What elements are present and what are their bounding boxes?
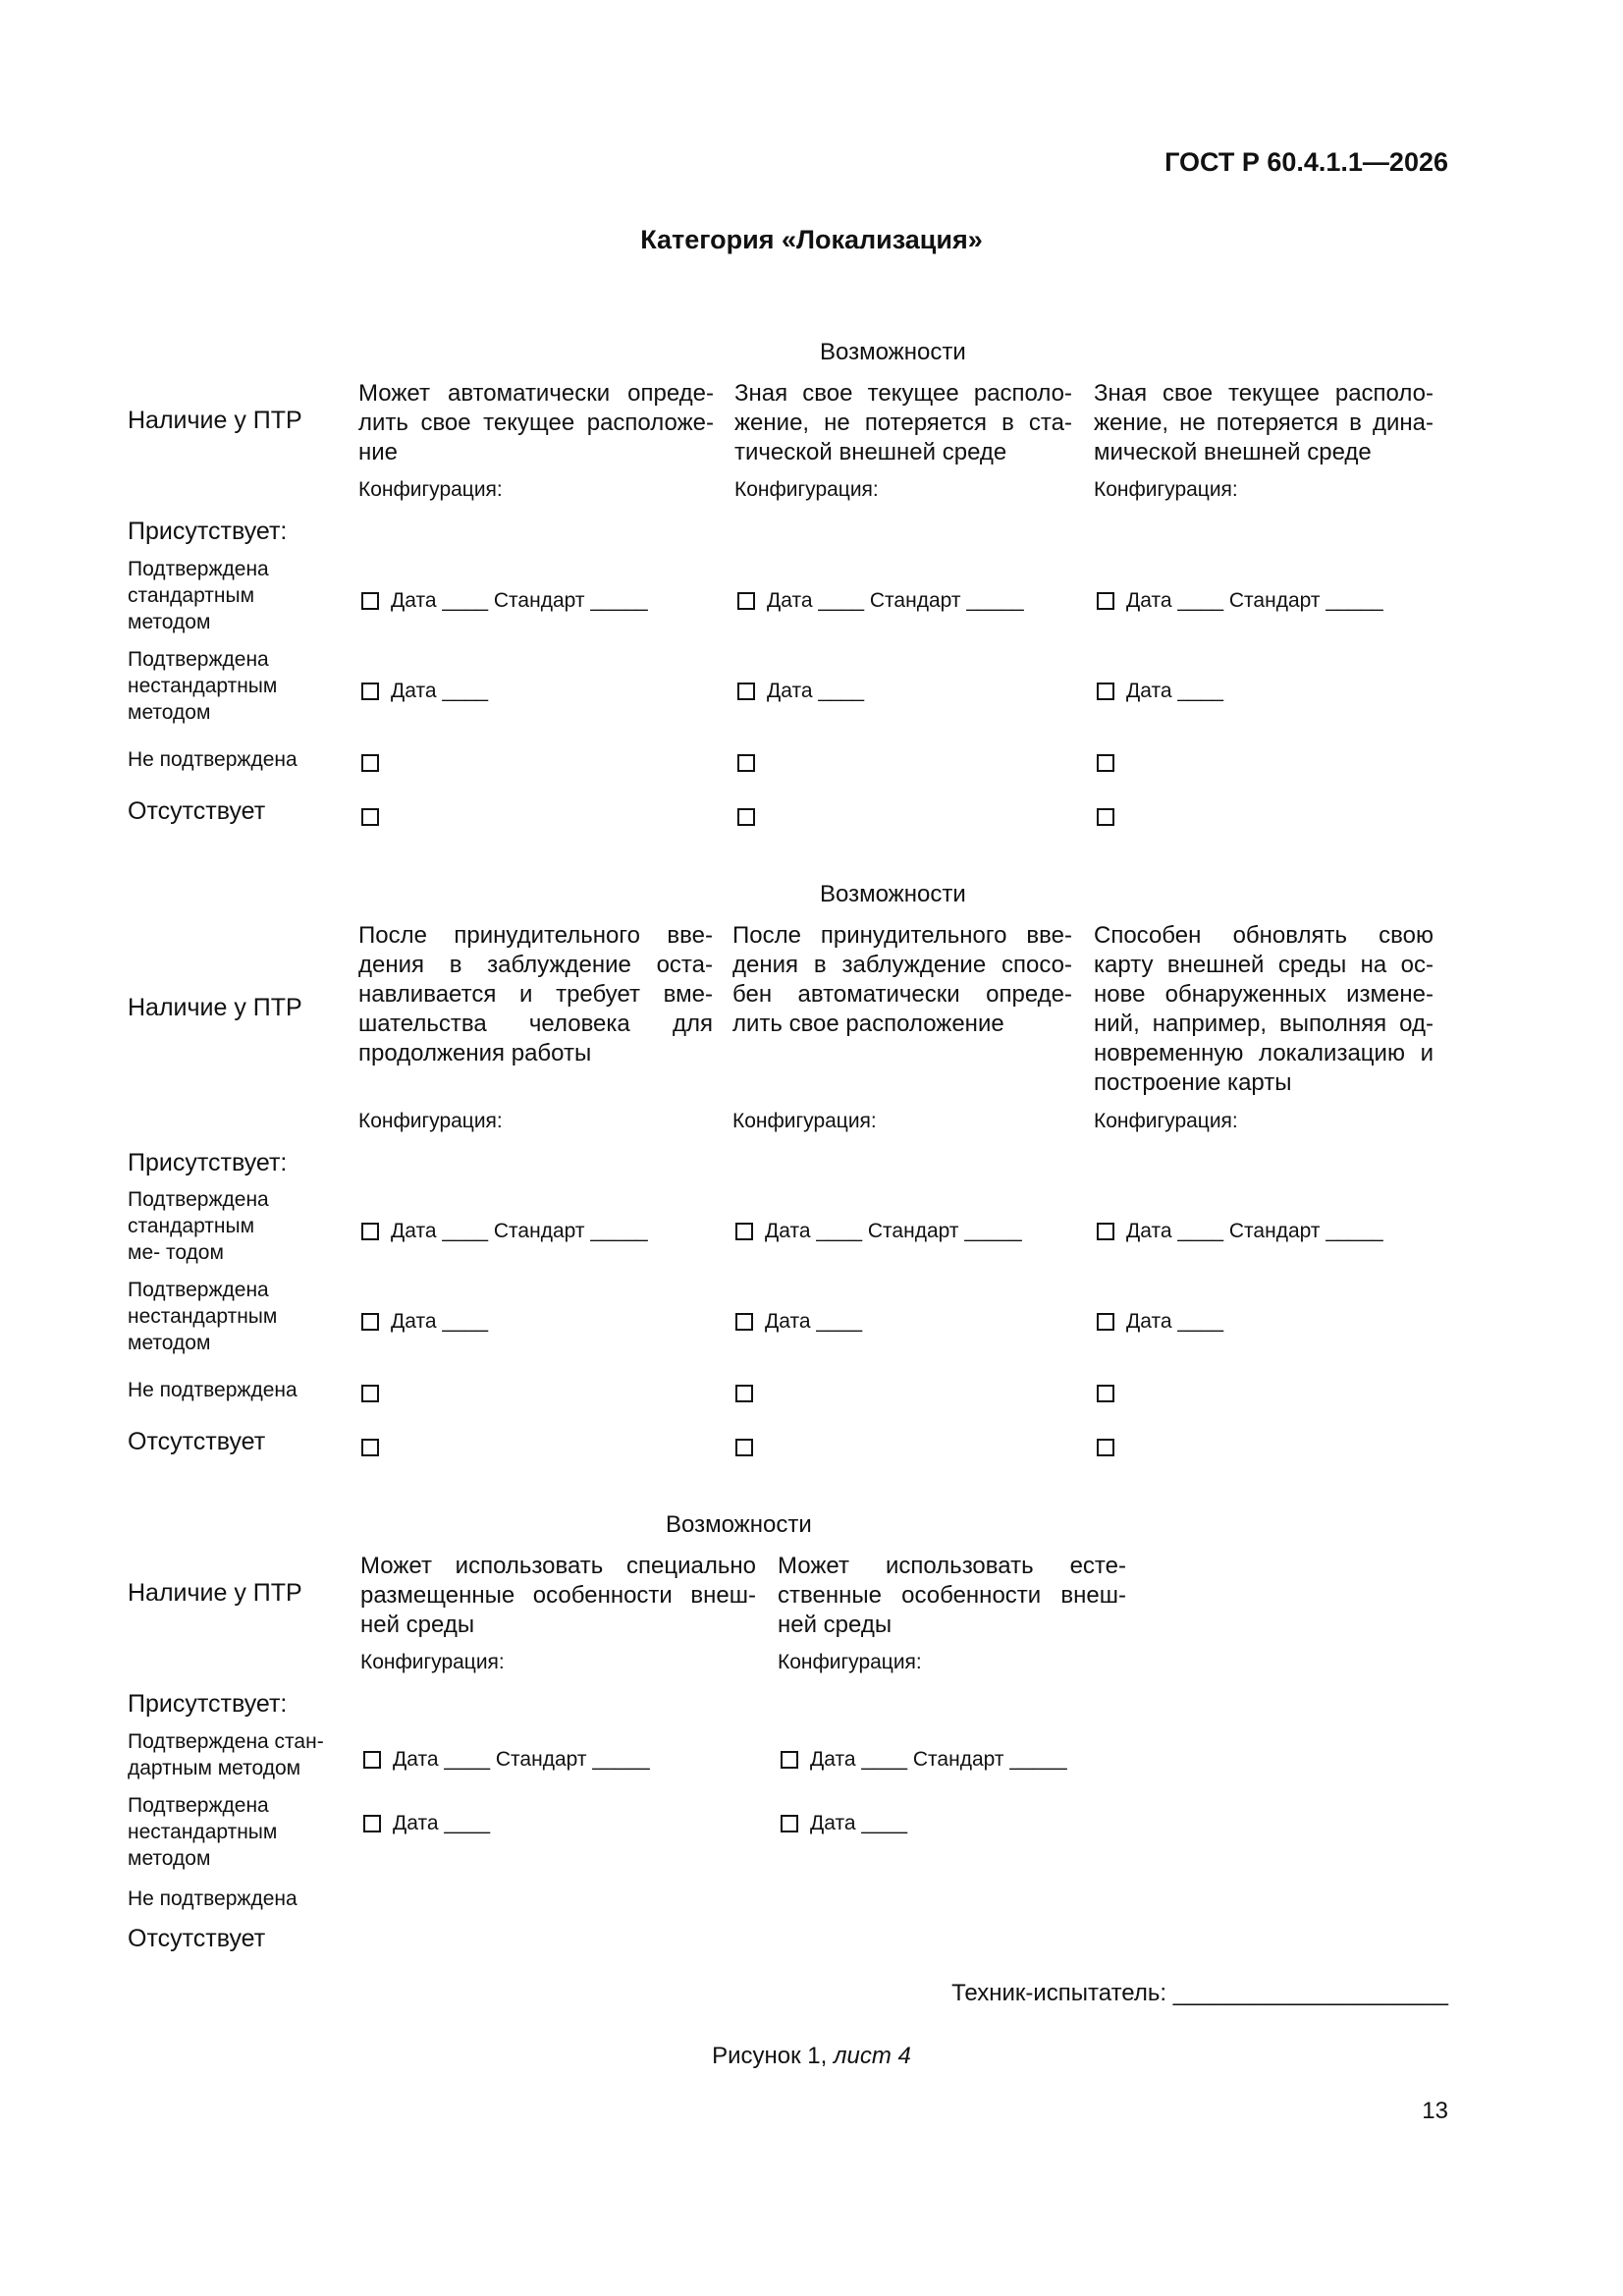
section-1-nonstd-cell-1: Дата ____ (361, 680, 488, 703)
section-2-present-label: Присутствует: (128, 1149, 288, 1176)
checkbox[interactable] (361, 592, 379, 610)
section-3-presence-label: Наличие у ПТР (128, 1579, 302, 1607)
section-2-std-cell-3: Дата ____ Стандарт _____ (1097, 1220, 1383, 1243)
section-1-capability-3: Зная свое текущее располо- жение, не потеряется в дина- мической внешней среде (1094, 380, 1434, 465)
checkbox[interactable] (1097, 683, 1114, 700)
section-1-absent-checkbox-1[interactable] (361, 808, 379, 826)
section-1-std-cell-2: Дата ____ Стандарт _____ (737, 589, 1024, 613)
checkbox[interactable] (1097, 1223, 1114, 1240)
section-1-config-2: Конфигурация: (734, 478, 879, 501)
section-2-config-2: Конфигурация: (732, 1110, 877, 1132)
section-1-std-cell-3: Дата ____ Стандарт _____ (1097, 589, 1383, 613)
section-2-nonstd-cell-1: Дата ____ (361, 1310, 488, 1334)
section-1-absent-checkbox-3[interactable] (1097, 808, 1114, 826)
checkbox[interactable] (1097, 592, 1114, 610)
checkbox[interactable] (737, 683, 755, 700)
section-1-capability-1: Может автоматически опреде- лить свое текущее расположе- ние (358, 380, 714, 465)
section-3-capability-2: Может использовать есте- ственные особенности внеш- ней среды (778, 1553, 1126, 1638)
section-2-config-1: Конфигурация: (358, 1110, 503, 1132)
section-1-not-confirmed-checkbox-1[interactable] (361, 754, 379, 772)
checkbox[interactable] (1097, 1313, 1114, 1331)
figure-caption: Рисунок 1, лист 4 (712, 2043, 911, 2069)
section-1-std-cell-1: Дата ____ Стандарт _____ (361, 589, 648, 613)
checkbox[interactable] (737, 592, 755, 610)
section-1-nonstd-cell-2: Дата ____ (737, 680, 864, 703)
section-1-nonstd-cell-3: Дата ____ (1097, 680, 1223, 703)
section-1-heading: Возможности (820, 339, 966, 365)
technician-signature-line: Техник-испытатель: _____________________ (951, 1980, 1448, 2006)
section-1-absent-checkbox-2[interactable] (737, 808, 755, 826)
section-2-not-confirmed-checkbox-2[interactable] (735, 1385, 753, 1402)
section-2-absent-checkbox-1[interactable] (361, 1439, 379, 1456)
section-2-std-cell-1: Дата ____ Стандарт _____ (361, 1220, 648, 1243)
section-2-absent-checkbox-2[interactable] (735, 1439, 753, 1456)
section-3-config-2: Конфигурация: (778, 1651, 922, 1673)
section-1-not-confirmed-label: Не подтверждена (128, 748, 298, 771)
section-2-nonstd-cell-3: Дата ____ (1097, 1310, 1223, 1334)
section-2-nonstd-cell-2: Дата ____ (735, 1310, 862, 1334)
checkbox[interactable] (361, 1313, 379, 1331)
section-2-heading: Возможности (820, 881, 966, 907)
section-3-nonstd-cell-2: Дата ____ (781, 1812, 907, 1835)
checkbox[interactable] (781, 1751, 798, 1769)
section-2-absent-checkbox-3[interactable] (1097, 1439, 1114, 1456)
section-1-presence-label: Наличие у ПТР (128, 407, 302, 434)
section-2-config-3: Конфигурация: (1094, 1110, 1238, 1132)
document-code: ГОСТ Р 60.4.1.1—2026 (1164, 147, 1448, 177)
checkbox[interactable] (363, 1751, 381, 1769)
section-3-capability-1: Может использовать специально размещенные особенности внеш- ней среды (360, 1553, 756, 1638)
section-3-confirmed-nonstandard-label: Подтверждена нестандартным методом (128, 1794, 278, 1870)
section-1-absent-label: Отсутствует (128, 797, 266, 825)
section-3-present-label: Присутствует: (128, 1690, 288, 1718)
section-1-not-confirmed-checkbox-2[interactable] (737, 754, 755, 772)
section-2-confirmed-standard-label: Подтверждена стандартным ме- тодом (128, 1188, 269, 1264)
section-3-std-cell-1: Дата ____ Стандарт _____ (363, 1748, 650, 1772)
section-2-not-confirmed-checkbox-3[interactable] (1097, 1385, 1114, 1402)
section-1-config-1: Конфигурация: (358, 478, 503, 501)
section-2-capability-3: Способен обновлять свою карту внешней среды на ос- нове обнаруженных измене- ний, например, выполняя од- новременную локализацию и построение карты (1094, 922, 1434, 1096)
checkbox[interactable] (735, 1223, 753, 1240)
section-3-not-confirmed-label: Не подтверждена (128, 1887, 298, 1910)
section-2-capability-2: После принудительного вве- дения в заблуждение спосо- бен автоматически опреде- лить свое расположение (732, 922, 1072, 1037)
checkbox[interactable] (361, 1223, 379, 1240)
section-3-config-1: Конфигурация: (360, 1651, 505, 1673)
section-1-confirmed-standard-label: Подтверждена стандартным методом (128, 558, 269, 633)
section-3-confirmed-standard-label: Подтверждена стан- дартным методом (128, 1730, 324, 1779)
section-1-confirmed-nonstandard-label: Подтверждена нестандартным методом (128, 648, 278, 724)
section-1-not-confirmed-checkbox-3[interactable] (1097, 754, 1114, 772)
section-3-heading: Возможности (666, 1511, 812, 1538)
section-2-not-confirmed-label: Не подтверждена (128, 1379, 298, 1401)
section-2-presence-label: Наличие у ПТР (128, 994, 302, 1021)
checkbox[interactable] (363, 1815, 381, 1832)
checkbox[interactable] (735, 1313, 753, 1331)
section-2-capability-1: После принудительного вве- дения в заблуждение оста- навливается и требует вме- шательства человека для продолжения работы (358, 922, 713, 1066)
section-2-absent-label: Отсутствует (128, 1428, 266, 1455)
section-2-confirmed-nonstandard-label: Подтверждена нестандартным методом (128, 1279, 278, 1354)
checkbox[interactable] (361, 683, 379, 700)
section-3-absent-label: Отсутствует (128, 1925, 266, 1952)
section-3-std-cell-2: Дата ____ Стандарт _____ (781, 1748, 1067, 1772)
section-1-config-3: Конфигурация: (1094, 478, 1238, 501)
section-2-std-cell-2: Дата ____ Стандарт _____ (735, 1220, 1022, 1243)
section-3-nonstd-cell-1: Дата ____ (363, 1812, 490, 1835)
section-1-present-label: Присутствует: (128, 518, 288, 545)
category-title: Категория «Локализация» (640, 225, 983, 254)
section-1-capability-2: Зная свое текущее располо- жение, не потеряется в ста- тической внешней среде (734, 380, 1072, 465)
section-2-not-confirmed-checkbox-1[interactable] (361, 1385, 379, 1402)
page-number: 13 (1422, 2098, 1448, 2124)
checkbox[interactable] (781, 1815, 798, 1832)
figure-sheet: лист 4 (833, 2043, 911, 2069)
